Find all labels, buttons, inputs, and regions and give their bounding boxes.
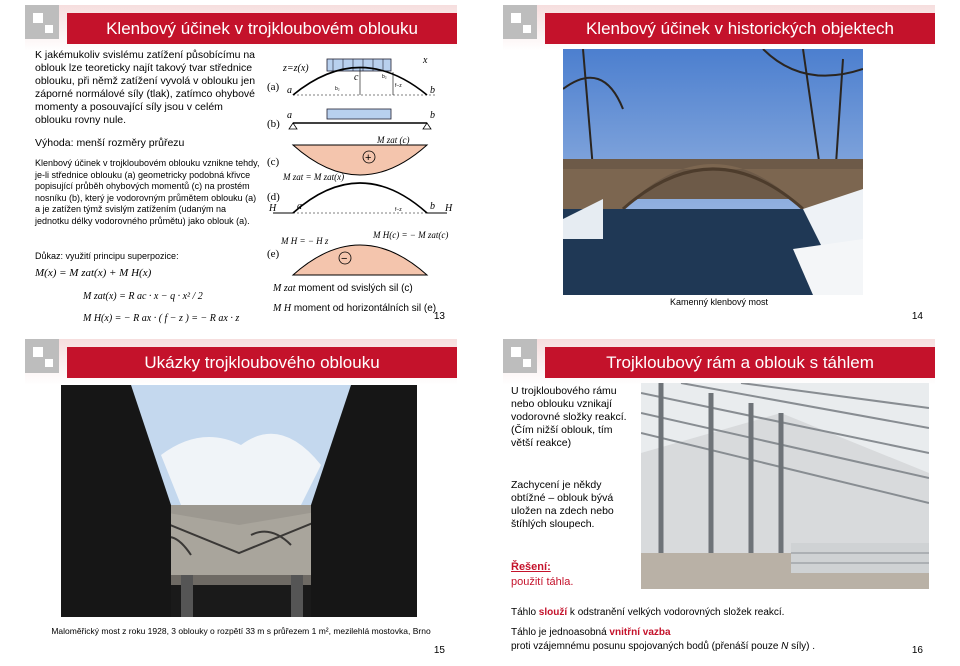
svg-text:b: b [430, 85, 435, 96]
legend-row-1: M zat moment od svislých sil (c) [273, 283, 413, 294]
label-d: (d) [267, 191, 280, 203]
svg-text:a: a [287, 110, 292, 121]
slide-title: Ukázky trojkloubového oblouku [67, 347, 457, 378]
svg-text:f−z: f−z [395, 207, 402, 213]
svg-text:a: a [287, 85, 292, 96]
photo-caption: Maloměřický most z roku 1928, 3 oblouky o rozpětí 33 m s průřezem 1 m², mezilehlá mostovka, Brno [51, 626, 431, 636]
slide-title: Klenbový účinek v historických objektech [545, 13, 935, 44]
legend-row-2: M H moment od horizontálních sil (e) [273, 303, 437, 314]
svg-text:M H = − H z: M H = − H z [281, 236, 329, 246]
slide-16 [503, 339, 935, 662]
slide-15 [25, 339, 457, 662]
label-c: (c) [267, 156, 280, 168]
svg-text:−: − [341, 253, 348, 265]
slide-title: Trojkloubový rám a oblouk s táhlem [545, 347, 935, 378]
page-number: 14 [911, 311, 923, 322]
photo-caption: Kamenný klenbový most [669, 297, 769, 307]
slide-corner-icon [503, 5, 537, 39]
moment-diagram-zat [293, 145, 427, 175]
svg-text:c: c [354, 72, 359, 83]
moment-diagram-h [293, 245, 427, 275]
svg-text:H: H [269, 203, 277, 214]
note-tie-purpose: Táhlo slouží k odstranění velkých vodorovných složek reakcí. [511, 607, 785, 618]
svg-text:M zat = M zat(x): M zat = M zat(x) [283, 172, 345, 182]
slide-corner-icon [503, 339, 537, 373]
label-a: (a) [267, 81, 280, 93]
solution-label: Řešení: [511, 561, 551, 573]
paragraph-support: Zachycení je někdy obtížné – oblouk bývá uložen na zdech nebo štíhlých sloupech. [511, 479, 614, 530]
svg-text:f−z: f−z [395, 83, 402, 89]
label-e: (e) [267, 248, 280, 260]
slide-corner-icon [25, 5, 59, 39]
equation-3: M H(x) = − R ax · ( f − z ) = − R ax · z [83, 313, 240, 324]
slide-title: Klenbový účinek v trojkloubovém oblouku [67, 13, 457, 44]
page-number: 16 [911, 645, 923, 656]
body-text: Klenbový účinek v trojkloubovém oblouku vznikne tehdy, je-li střednice oblouku (a) geometricky podobná křivce popisující průběh ohybových momentů (c) na prostém nosníku (b), který je vodorovným průmětem oblouku (a) a je zatížen týmž svislým zatížením (udaným na jednotku délky vodorovného průmětu) jako oblouk (a). [35, 158, 260, 226]
svg-text:M zat (c): M zat (c) [377, 135, 410, 145]
svg-text:b: b [430, 110, 435, 121]
page-number: 13 [433, 311, 445, 322]
three-hinged-arch-bridge-photo [61, 385, 417, 617]
hall-interior-photo [641, 383, 929, 589]
slide-14 [503, 5, 935, 328]
page-number: 15 [433, 645, 445, 656]
proof-label: Důkaz: využití principu superpozice: [35, 251, 179, 261]
svg-text:a: a [297, 201, 302, 212]
svg-text:H: H [445, 203, 453, 214]
equation-1: M(x) = M zat(x) + M H(x) [35, 267, 152, 279]
slide-corner-icon [25, 339, 59, 373]
arch-superposition-diagram [265, 45, 457, 285]
z-equation: z=z(x) [283, 63, 309, 74]
svg-text:M H(c) = − M zat(c): M H(c) = − M zat(c) [373, 230, 449, 240]
svg-text:b₂: b₂ [335, 86, 340, 92]
label-b: (b) [267, 118, 280, 130]
equation-2: M zat(x) = R ac · x − q · x² / 2 [83, 291, 203, 302]
stone-arch-bridge-photo [563, 49, 863, 295]
note-tie-internal-link: Táhlo je jednoasobná vnitřní vazba [511, 627, 671, 638]
intro-text: K jakémukoliv svislému zatížení působícímu na oblouk lze teoreticky najít takový tvar střednice oblouku, při němž zatížení vyvolá v oblouku jen záporné normálové síly (tlak), zatímco ohybové momenty a posouvající síly jsou v celém oblouku rovny nule. [35, 49, 256, 126]
svg-text:b: b [430, 201, 435, 212]
x-axis-label: x [423, 55, 428, 66]
svg-text:+: + [365, 152, 372, 164]
solution-text: použití táhla. [511, 576, 574, 588]
paragraph-reactions: U trojkloubového rámu nebo oblouku vznikají vodorovné složky reakcí. (Čím nižší oblouk, tím větší reakce) [511, 385, 627, 449]
svg-text:b₂: b₂ [382, 74, 387, 80]
distributed-load [327, 59, 391, 71]
slide-13 [25, 5, 457, 328]
note-tie-axial: proti vzájemnému posunu spojovaných bodů (přenáší pouze N síly) . [511, 641, 816, 652]
advantage-text: Výhoda: menší rozměry průřezu [35, 137, 185, 149]
